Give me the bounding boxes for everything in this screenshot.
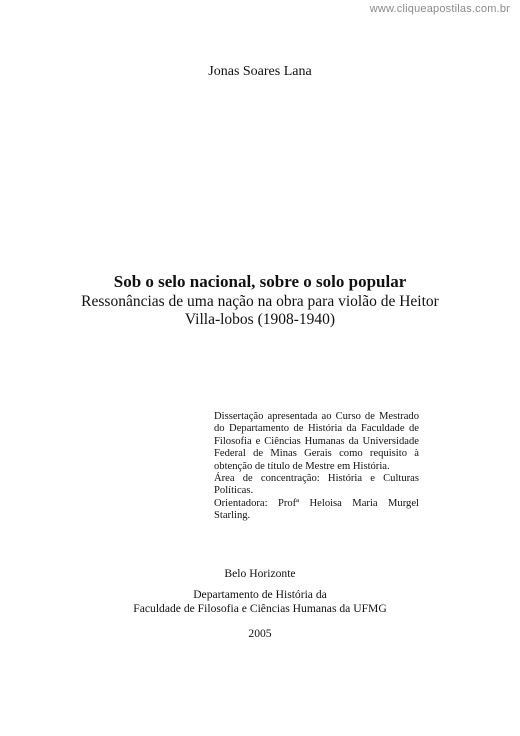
document-subtitle <box>60 293 460 329</box>
dissertation-description: Dissertação apresentada ao Curso de Mestrado do Departamento de História da Faculdade de Filosofia e Ciências Humanas da Universidade Federal de Minas Gerais como requisito à obtenção de título de Mestre em História. <box>214 411 419 472</box>
watermark-url: www.cliqueapostilas.com.br <box>369 3 510 15</box>
department <box>0 588 520 616</box>
subtitle-line-2: Villa-lobos (1908-1940) <box>184 311 336 328</box>
department-line-1: Departamento de História da <box>193 588 327 601</box>
author-name: Jonas Soares Lana <box>208 64 312 79</box>
document-title: Sob o selo nacional, sobre o solo popular <box>113 272 407 291</box>
concentration-area: Área de concentração: História e Culturas Políticas. <box>214 473 419 497</box>
city: Belo Horizonte <box>224 567 296 580</box>
year: 2005 <box>248 627 272 640</box>
department-line-2: Faculdade de Filosofia e Ciências Humanas da UFMG <box>133 602 387 615</box>
footer-block <box>0 567 520 640</box>
subtitle-line-1: Ressonâncias de uma nação na obra para violão de Heitor <box>81 293 439 310</box>
advisor: Orientadora: Profª Heloisa Maria Murgel Starling. <box>214 497 419 522</box>
dissertation-note <box>214 411 419 523</box>
title-block <box>60 272 460 329</box>
